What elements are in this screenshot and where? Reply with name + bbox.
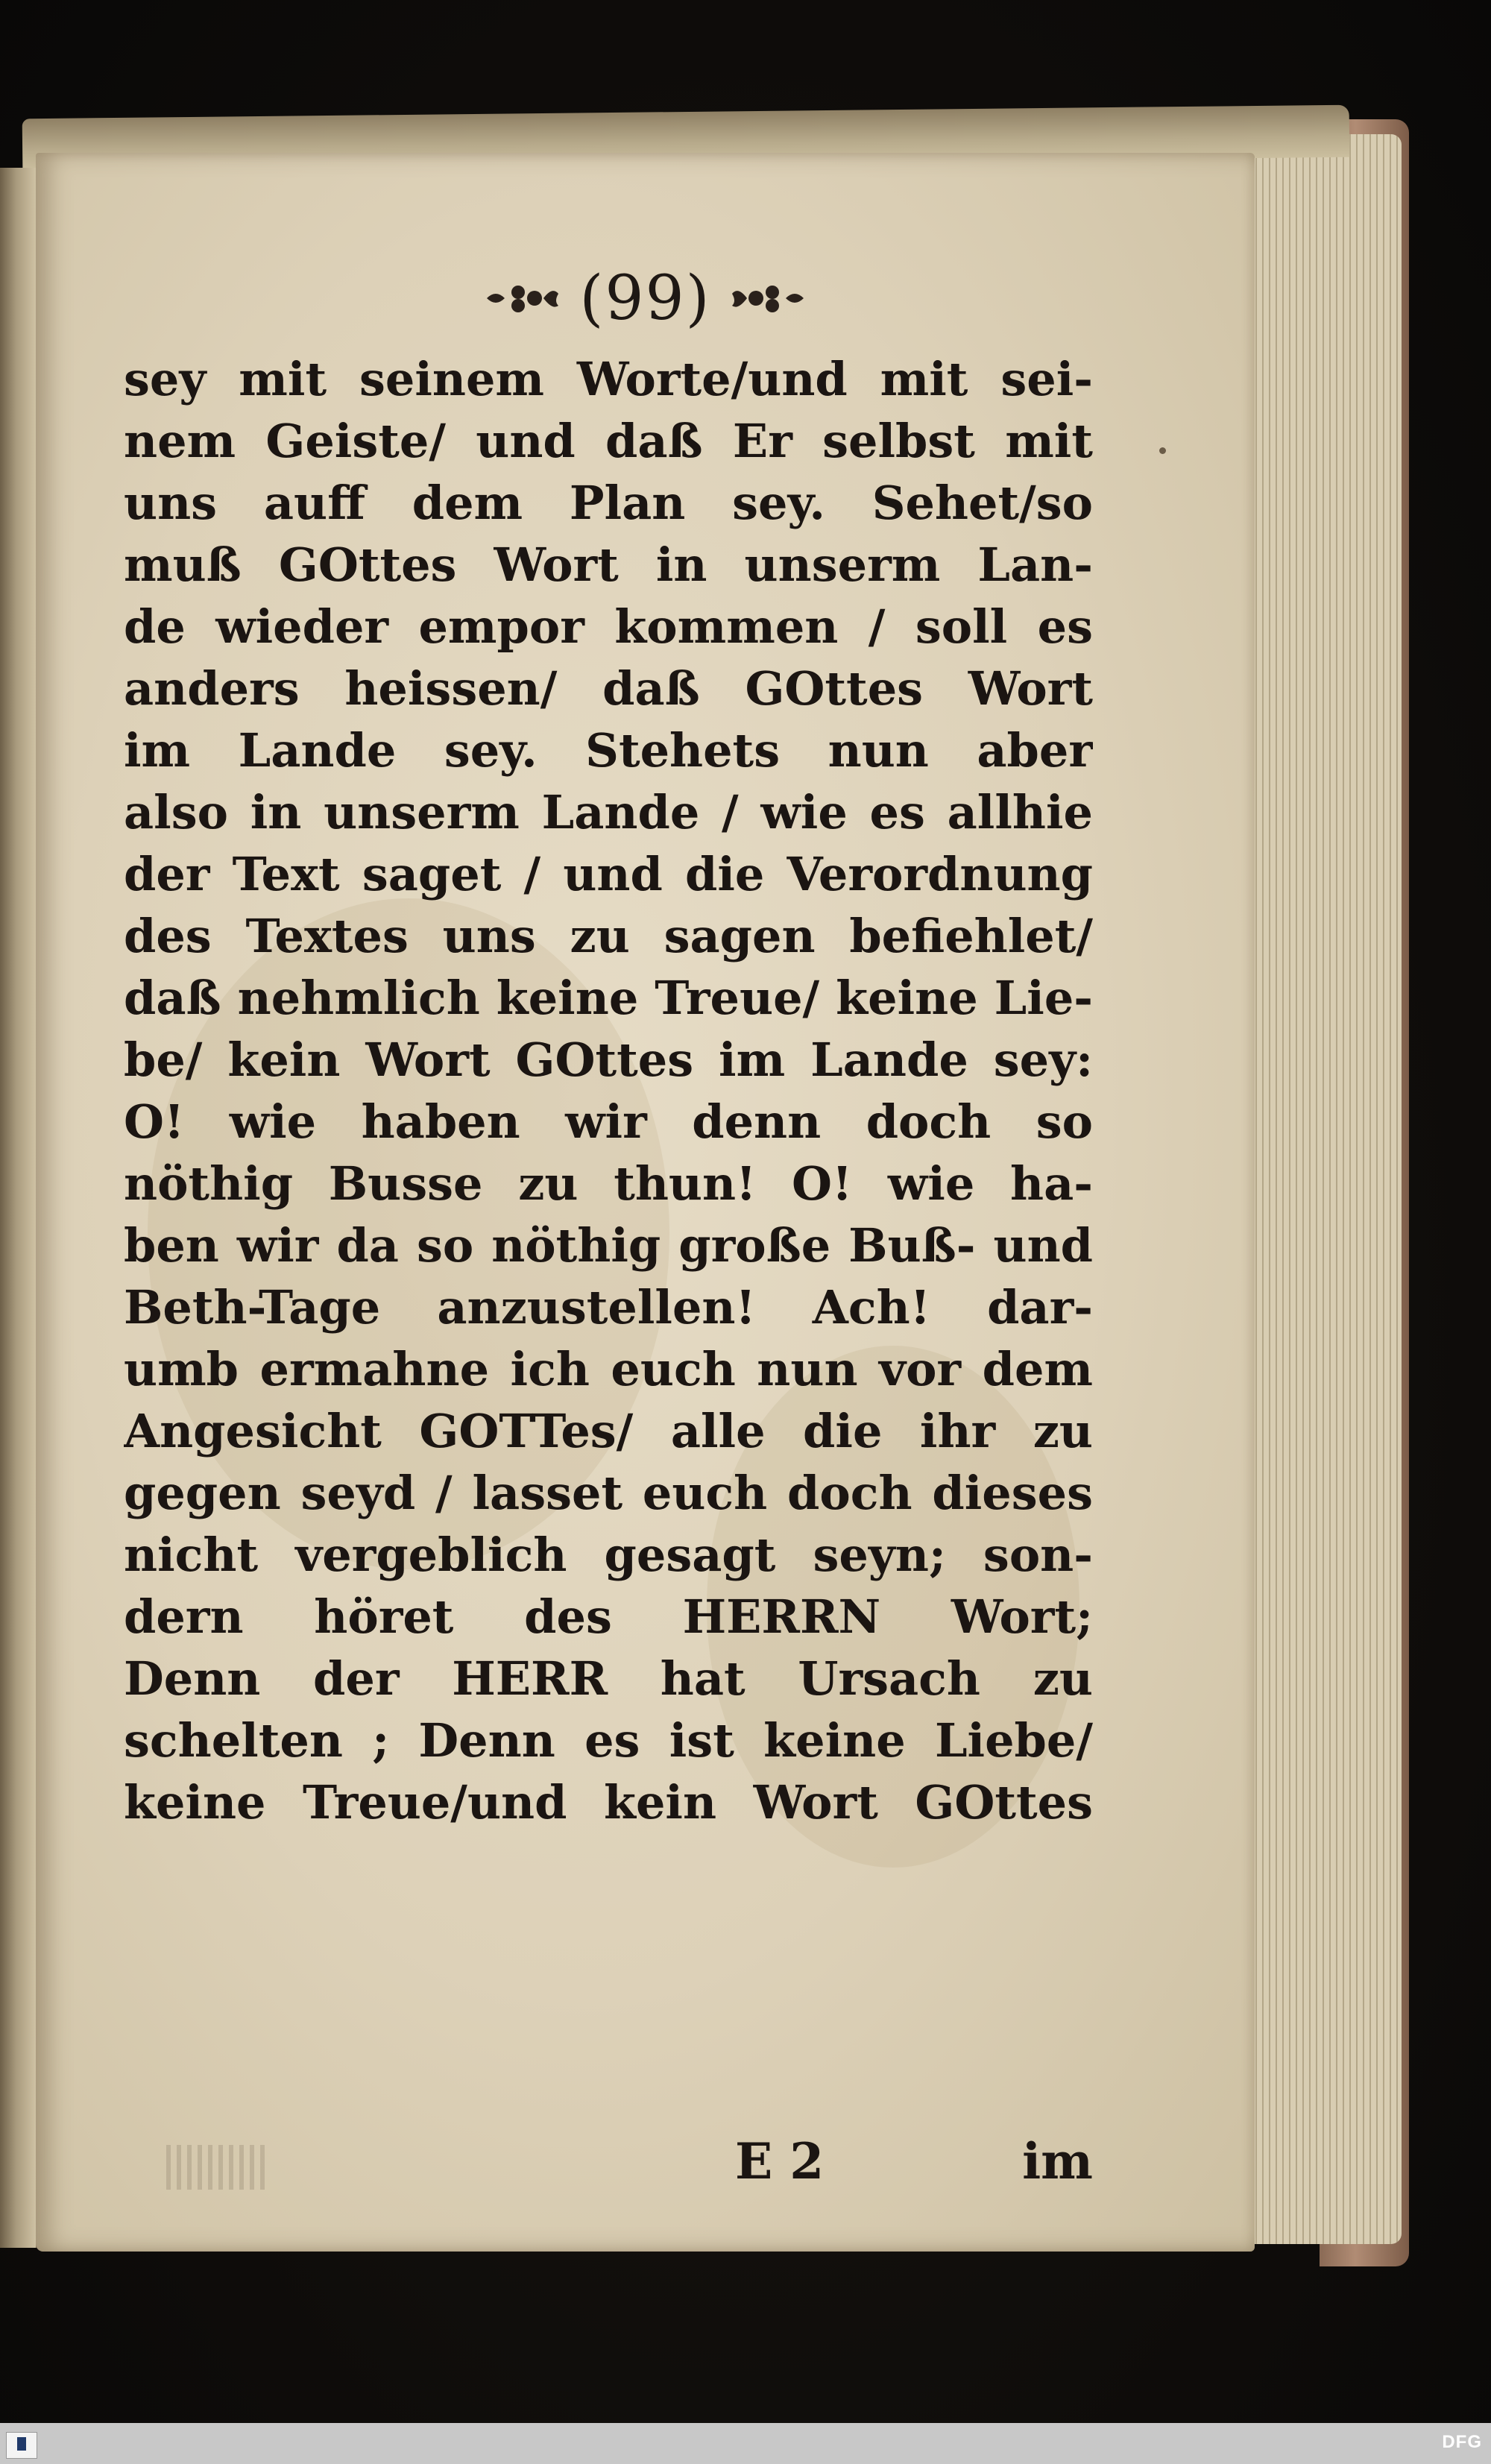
text-line: im Lande sey. Stehets nun aber <box>124 723 1093 778</box>
text-line: ben wir da so nöthig große Buß- und <box>124 1218 1093 1273</box>
right-ornament-icon <box>728 276 810 321</box>
page-block-edge <box>1230 134 1402 2244</box>
text-line: nem Geiste/ und daß Er selbst mit <box>124 414 1093 468</box>
text-line: Denn der HERR hat Ursach zu <box>124 1651 1093 1706</box>
text-line: sey mit seinem Worte/und mit sei- <box>124 352 1093 406</box>
viewer-footer-bar <box>0 2423 1491 2464</box>
text-line: des Textes uns zu sagen befiehlet/ <box>124 909 1093 963</box>
page-footer-line <box>124 2132 1093 2199</box>
text-line: Beth-Tage anzustellen! Ach! dar- <box>124 1280 1093 1335</box>
text-line: gegen seyd / lasset euch doch dieses <box>124 1466 1093 1520</box>
text-line: muß GOttes Wort in unserm Lan- <box>124 538 1093 592</box>
page-number: (99) <box>579 262 711 334</box>
book-page <box>36 153 1255 2252</box>
left-ornament-icon <box>481 276 563 321</box>
page-body-text <box>124 348 1093 1833</box>
catchword: im <box>1022 2132 1093 2190</box>
text-line: daß nehmlich keine Treue/ keine Lie- <box>124 971 1093 1025</box>
dfg-logo: DFG <box>1442 2432 1482 2452</box>
text-line: anders heissen/ daß GOttes Wort <box>124 661 1093 716</box>
text-line: de wieder empor kommen / soll es <box>124 599 1093 654</box>
text-line: also in unserm Lande / wie es allhie <box>124 785 1093 839</box>
left-page-edge <box>0 168 37 2248</box>
text-line: der Text saget / und die Verordnung <box>124 847 1093 901</box>
text-line: umb ermahne ich euch nun vor dem <box>124 1342 1093 1396</box>
signature-mark: E 2 <box>735 2132 825 2190</box>
text-line: nicht vergeblich gesagt seyn; son- <box>124 1528 1093 1582</box>
page-header <box>36 257 1255 339</box>
margin-mark <box>1159 447 1166 454</box>
text-line: nöthig Busse zu thun! O! wie ha- <box>124 1156 1093 1211</box>
library-logo-icon <box>6 2432 37 2459</box>
text-line: keine Treue/und kein Wort GOttes <box>124 1775 1093 1830</box>
text-line: Angesicht GOTTes/ alle die ihr zu <box>124 1404 1093 1458</box>
text-line: dern höret des HERRN Wort; <box>124 1589 1093 1644</box>
text-line: O! wie haben wir denn doch so <box>124 1094 1093 1149</box>
text-line: schelten ; Denn es ist keine Liebe/ <box>124 1713 1093 1768</box>
text-line: uns auff dem Plan sey. Sehet/so <box>124 476 1093 530</box>
text-line: be/ kein Wort GOttes im Lande sey: <box>124 1033 1093 1087</box>
